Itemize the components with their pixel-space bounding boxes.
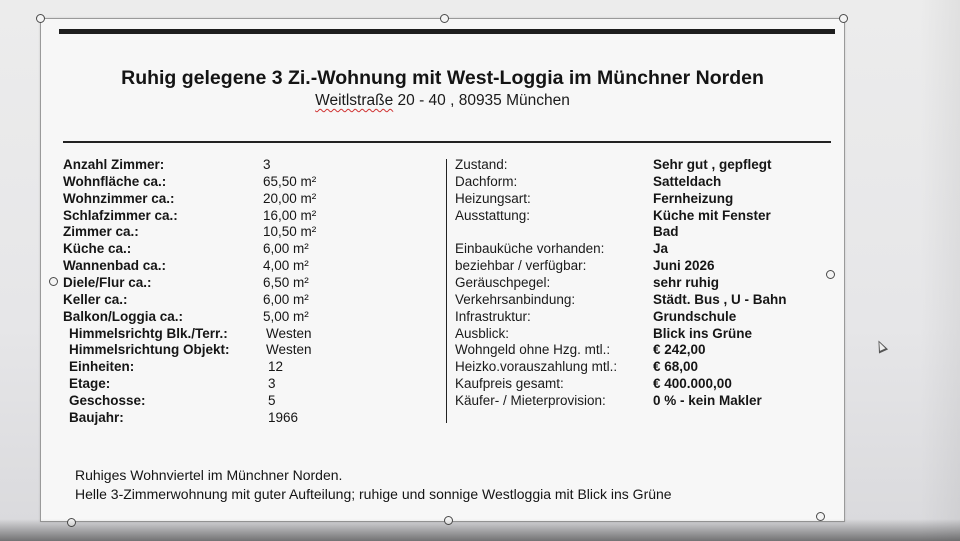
document-page [40,18,845,522]
left-row-label: Himmelsrichtung Objekt: [69,342,230,358]
left-row-value: 6,00 m² [263,291,309,307]
left-row-label: Zimmer ca.: [63,224,139,240]
resize-handle[interactable] [826,270,835,279]
right-row-label: Geräuschpegel: [455,274,551,290]
right-row-value: Satteldach [653,173,722,189]
right-row-label: Wohngeld ohne Hzg. mtl.: [455,342,611,358]
right-row-value: Sehr gut , gepflegt [653,157,772,172]
right-row-value: Blick ins Grüne [653,325,753,341]
left-row-label: Einheiten: [69,359,135,375]
left-row-value: 10,50 m² [263,224,317,240]
left-row-label: Wohnzimmer ca.: [63,190,175,206]
right-row-label: Dachform: [455,173,518,189]
left-row-label: Wohnfläche ca.: [63,173,167,189]
address-street: Weitlstraße [315,92,394,109]
right-row-label: Infrastruktur: [455,308,531,324]
right-row-label: Ausstattung: [455,207,531,223]
left-row-label: Diele/Flur ca.: [63,274,152,290]
right-row-label: Kaufpreis gesamt: [455,376,564,392]
left-row-label: Wannenbad ca.: [63,258,167,274]
right-row-value: Bad [653,224,679,240]
description-line: Helle 3-Zimmerwohnung mit guter Aufteilung; ruhige und sonnige Westloggia mit Blick ins Grüne [75,486,672,502]
left-row-value: 16,00 m² [263,207,317,223]
left-row-value: 12 [268,359,284,375]
description-line: Ruhiges Wohnviertel im Münchner Norden. [75,467,343,483]
left-row-label: Anzahl Zimmer: [63,157,165,172]
right-row-value: Grundschule [653,308,737,324]
left-row-value: 6,00 m² [263,241,309,257]
right-row-label: Ausblick: [455,325,510,341]
address-rest: 20 - 40 , 80935 München [393,92,570,109]
right-row-value: Fernheizung [653,190,734,206]
right-row-label: Zustand: [455,157,508,172]
left-row-label: Etage: [69,376,111,392]
screen-bottom-shade [0,519,960,541]
left-row-value: 20,00 m² [263,190,317,206]
left-row-value: 1966 [268,409,299,425]
right-row-value: 0 % - kein Makler [653,392,762,408]
left-row-label: Balkon/Loggia ca.: [63,308,184,324]
right-row-value: € 242,00 [653,342,706,358]
resize-handle[interactable] [440,14,449,23]
right-row-label: Käufer- / Mieterprovision: [455,392,606,408]
left-row-value: Westen [266,325,312,341]
right-row-value: Städt. Bus , U - Bahn [653,291,787,307]
left-row-label: Baujahr: [69,409,124,425]
right-row-label: Heizungsart: [455,190,531,206]
right-row-value: Küche mit Fenster [653,207,771,223]
left-row-value: 4,00 m² [263,258,309,274]
left-row-value: 3 [263,157,271,172]
resize-handle[interactable] [839,14,848,23]
right-row-label: beziehbar / verfügbar: [455,258,587,274]
right-row-label: Verkehrsanbindung: [455,291,576,307]
left-row-value: 3 [268,376,276,392]
left-row-value: 65,50 m² [263,173,317,189]
right-row-value: sehr ruhig [653,274,720,290]
left-row-label: Küche ca.: [63,241,132,257]
right-row-value: € 400.000,00 [653,376,732,392]
right-row-value: Juni 2026 [653,258,715,274]
left-row-value: 5 [268,392,276,408]
left-row-value: Westen [266,342,312,358]
resize-handle[interactable] [36,14,45,23]
section-divider [63,141,831,143]
column-divider [446,159,447,423]
top-divider [59,29,835,34]
left-row-label: Keller ca.: [63,291,128,307]
listing-title: Ruhig gelegene 3 Zi.-Wohnung mit West-Loggia im Münchner Norden [121,67,764,89]
left-row-value: 5,00 m² [263,308,309,324]
listing-address [41,92,844,110]
resize-handle[interactable] [49,277,58,286]
left-row-value: 6,50 m² [263,274,309,290]
left-row-label: Geschosse: [69,392,146,408]
right-row-label: Einbauküche vorhanden: [455,241,605,257]
screen-shade [920,0,960,541]
right-row-label: Heizko.vorauszahlung mtl.: [455,359,618,375]
left-row-label: Himmelsrichtg Blk./Terr.: [69,325,228,341]
right-row-value: Ja [653,241,669,257]
left-row-label: Schlafzimmer ca.: [63,207,178,223]
right-row-value: € 68,00 [653,359,699,375]
